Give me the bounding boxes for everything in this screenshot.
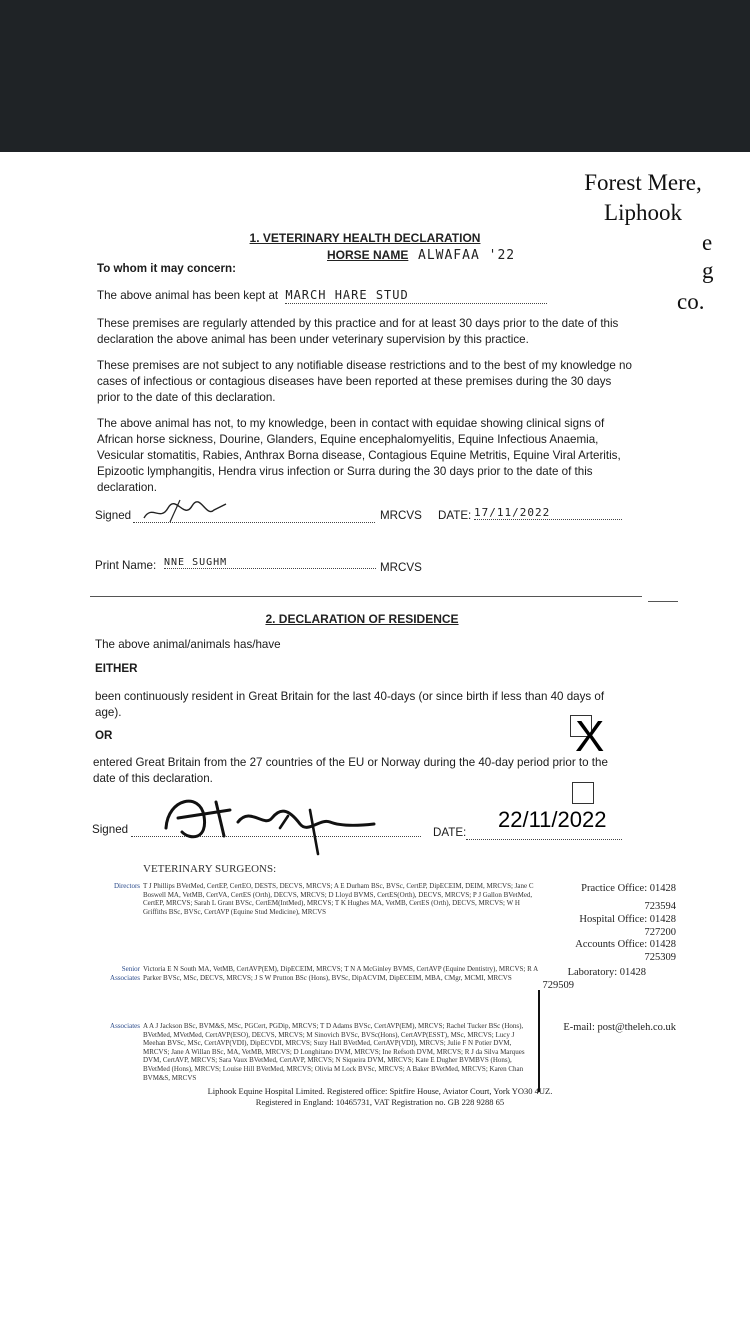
date-label-1: DATE: [438,509,472,522]
option-resident-x-mark: X [575,712,605,761]
option-resident-text: been continuously resident in Great Britain for the last 40-days (or since birth if less than 40 days of age). [95,690,605,719]
laboratory: Laboratory: 01428 [567,967,646,978]
letterhead-address [558,168,728,228]
date-value-1: 17/11/2022 [474,506,622,520]
paragraph-supervision: These premises are regularly attended by this practice and for at least 30 days prior to the date of this declaration the above animal has been under veterinary supervision by this practice. [97,317,619,346]
option-entered-text: entered Great Britain from the 27 countries of the EU or Norway during the 40-day period prior to the date of this declaration. [93,756,608,785]
print-name-label: Print Name: [95,559,157,572]
letterhead-fragment-co: co. [677,289,705,314]
section-divider-tail [648,601,678,602]
associates-label: Associates [110,1022,140,1030]
kept-at-line [97,287,557,304]
kept-at-value: MARCH HARE STUD [285,287,547,304]
signed-label-1: Signed [95,509,132,522]
letterhead-fragment-e: e [702,230,713,255]
accounts-office-number: 725309 [644,952,676,963]
dark-header-bar [0,0,750,152]
option-entered-checkbox[interactable] [572,782,594,804]
mrcvs-label-1: MRCVS [380,509,422,522]
practice-office-number: 723594 [644,901,676,912]
section-divider [90,596,642,597]
print-name-value: NNE SUGHM [164,557,376,569]
section2-title: 2. DECLARATION OF RESIDENCE [265,612,459,626]
signed-label-2: Signed [92,823,129,836]
directors-label: Directors [113,882,140,890]
address-line-2: Liphook [604,200,682,225]
hospital-office-number: 727200 [644,927,676,938]
directors-list: T J Phillips BVetMed, CertEP, CertEO, DESTS, DECVS, MRCVS; A E Durham BSc, BVSc, CertEP, DipECEIM, DEIM, MRCVS; Jane C Boswell MA, VetMB, CertVA, CertES (Orth), DECVS, MRCVS; D Lloyd BVMS, CertES(Orth), DECVS, MRCVS; P J Gallon BVetMed, CertEP, MRCVS; Sarah L Grant BVSc, CertEM(IntMed), MRCVS; T K Hughes MA, VetMB, CertES (Orth), DECVS, MRCVS; W H Griffiths BSc, BVSc, CertAVP (Equine Stud Medicine), MRCVS [143,882,534,916]
signature-2-scribble [160,788,380,858]
section1-title: 1. VETERINARY HEALTH DECLARATION [249,231,481,245]
declaration-document [0,152,750,1334]
laboratory-number: 729509 [542,980,574,991]
either-label: EITHER [95,662,138,675]
letterhead-fragment-g: g [702,258,714,283]
residence-intro: The above animal/animals has/have [95,638,281,651]
address-line-1: Forest Mere, [584,170,702,195]
mrcvs-label-2: MRCVS [380,561,422,574]
horse-name-label: HORSE NAME [327,248,409,262]
date-label-2: DATE: [433,826,467,839]
senior-associates-label: Senior Associates [110,965,140,982]
to-whom-label: To whom it may concern: [97,262,236,275]
signature-1-scribble [140,496,230,526]
kept-at-label: The above animal has been kept at [97,289,279,302]
email: E-mail: post@theleh.co.uk [563,1022,676,1033]
practice-office: Practice Office: 01428 [581,883,676,894]
paragraph-no-contact: The above animal has not, to my knowledge, been in contact with equidae showing clinical signs of African horse sickness, Dourine, Glanders, Equine encephalomyelitis, Equine Infectious Anaemia, Vesicular stomatitis, Rabies, Anthrax Borna disease, Contagious Equine Metritis, Equine Viral Arteritis, Epizootic lymphangitis, Hendra virus infection or Surra during the 30 days prior to the date of this declaration. [97,417,621,494]
footer-line-2: Registered in England: 10465731, VAT Registration no. GB 228 9288 65 [255,1097,505,1107]
hospital-office: Hospital Office: 01428 [579,914,676,925]
horse-name-value: ALWAFAA '22 [418,248,516,263]
associates-list: A A J Jackson BSc, BVM&S, MSc, PGCert, PGDip, MRCVS; T D Adams BVSc, CertAVP(EM), MRCVS; Rachel Tucker BSc (Hons), BVetMed, MVetMed, CertAVP(ESO), DECVS, MRCVS; M Sinovich BVSc, BVSc(Hons), CertAVP(ESST), MSc, MRCVS; Lucy J Meehan BVSc, MSc, CertAVP(VDI), DipECVDI, MRCVS; Suzy Hall BVetMed, CertAVP(VDI), MRCVS; Julie F N Potier DVM, MRCVS; Jane A Willan BSc, MA, VetMB, MRCVS; D Longhitano DVM, MRCVS; Ine Refsoth DVM, MRCVS; R J da Silva Marques DVM, CertAVP, MRCVS; Sara Vaux BVetMed, CertAVP, MRCVS; N Siqueira DVM, MRCVS; Kate E Dugher BVMBVS (Hons), BVetMed (Hons), MRCVS; Louise Hill BVetMed, MRCVS; Olivia M Lock BVSc, MRCVS; A Baker BVetMed, MRCVS; Karen Chan BVM&S, MRCVS [143,1022,525,1082]
senior-associates-list: Victoria E N South MA, VetMB, CertAVP(EM), DipECEIM, MRCVS; T N A McGinley BVMS, CertAVP (Equine Dentistry), MRCVS; R A Parker BVSc, MSc, DECVS, MRCVS; J S W Prutton BSc (Hons), BVSc, DipACVIM, DipECEIM, MBA, CMgr, MCMI, MRCVS [143,965,538,982]
paragraph-no-restrictions: These premises are not subject to any notifiable disease restrictions and to the best of my knowledge no cases of infectious or contagious diseases have been reported at these premises during the 30 days prior to the date of this declaration. [97,359,632,404]
footer-line-1: Liphook Equine Hospital Limited. Registered office: Spitfire House, Aviator Court, York YO30 4UZ. [207,1086,553,1096]
or-label: OR [95,729,113,742]
surgeons-heading: VETERINARY SURGEONS: [143,863,277,875]
accounts-office: Accounts Office: 01428 [575,939,676,950]
contacts-divider [538,990,540,1092]
date-value-2: 22/11/2022 [498,807,607,832]
footer [100,1086,660,1108]
